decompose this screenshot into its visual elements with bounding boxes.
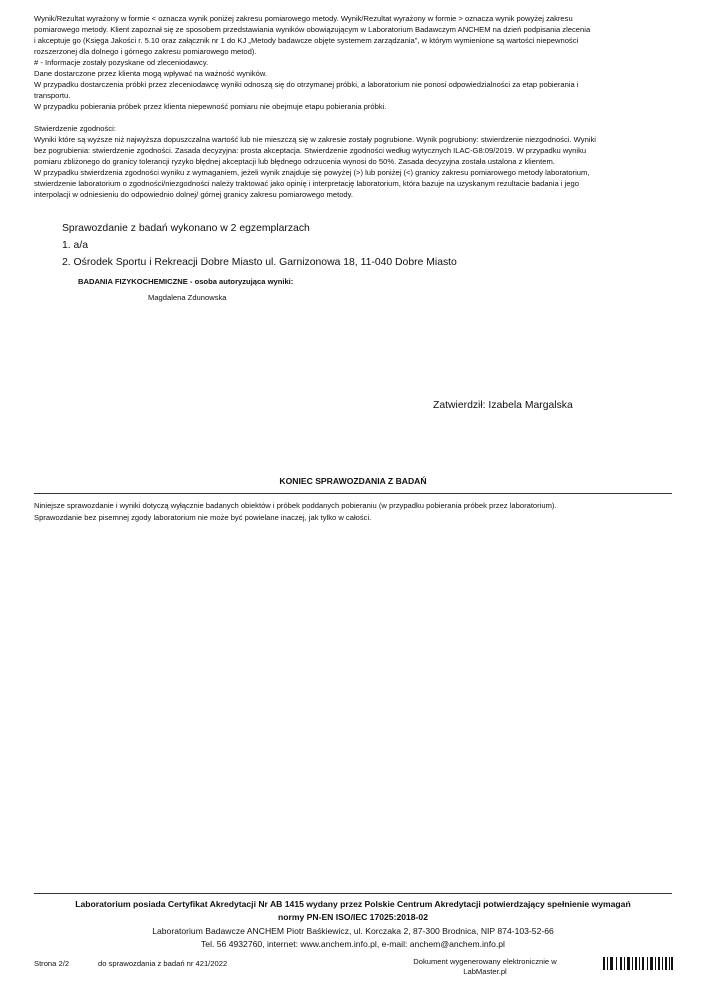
conformity-line: pomiaru zbliżonego do granicy tolerancji ryzyko błędnej akceptacji lub błędnego odrzucenia wynosi do 50%. Zasada decyzyjna została ustalona z klientem. (34, 157, 555, 166)
approved-by: Zatwierdził: Izabela Margalska (433, 400, 573, 411)
divider (34, 493, 672, 494)
note-line: transportu. (34, 91, 71, 100)
conformity-line: bez pogrubienia: stwierdzenie zgodności. Zasada decyzyjna: prosta akceptacja. Stwierdzenie zgodności według wytycznych ILAC-G8:09/2019. W przypadku wyniku (34, 146, 587, 155)
copies-section (62, 220, 662, 271)
note-line: Wynik/Rezultat wyrażony w formie < oznacza wynik poniżej zakresu pomiarowego metody. Wynik/Rezultat wyrażony w formie > oznacza wynik powyżej zakresu (34, 14, 573, 23)
note-line: # - Informacje zostały pozyskane od zleceniodawcy. (34, 58, 209, 67)
lab-address: Laboratorium Badawcze ANCHEM Piotr Baśkiewicz, ul. Korczaka 2, 87-300 Brodnica, NIP 874-103-52-66 (152, 926, 554, 936)
report-number: do sprawozdania z badań nr 421/2022 (98, 959, 228, 968)
lab-contact: Tel. 56 4932760, internet: www.anchem.info.pl, e-mail: anchem@anchem.info.pl (201, 939, 505, 949)
disclaimer-line: Sprawozdanie bez pisemnej zgody laboratorium nie może być powielane inaczej, jak tylko w całości. (34, 513, 372, 522)
disclaimer-line: Niniejsze sprawozdanie i wyniki dotyczą wyłącznie badanych obiektów i próbek poddanych pobieraniu (w przypadku pobierania próbek przez laboratorium). (34, 501, 557, 510)
conformity-line: interpolacji w odniesieniu do odpowiednio dolnej/ górnej granicy zakresu pomiarowego metody. (34, 190, 353, 199)
conformity-line: Wyniki które są wyższe niż najwyższa dopuszczalna wartość lub nie mieszczą się w zakresie zostały pogrubione. Wynik pogrubiony: stwierdzenie niezgodności. Wyniki (34, 135, 596, 144)
spacer (34, 112, 674, 123)
barcode (603, 957, 673, 970)
accreditation-line: normy PN-EN ISO/IEC 17025:2018-02 (278, 912, 428, 922)
note-line: W przypadku dostarczenia próbki przez zleceniodawcę wyniki odnoszą się do otrzymanej próbki, a laboratorium nie ponosi odpowiedzialności za etap pobierania i (34, 80, 579, 89)
copy-item: 1. a/a (62, 240, 88, 251)
end-of-report-title: KONIEC SPRAWOZDANIA Z BADAŃ (279, 476, 427, 486)
result-notes (34, 13, 674, 200)
generated-note (400, 957, 570, 977)
conformity-line: stwierdzenie laboratorium o zgodności/niezgodności należy traktować jako opinię i interpretację laboratorium, która bazuje na uzyskanym rezultacie badania i jego (34, 179, 579, 188)
conformity-line: W przypadku stwierdzenia zgodności wyniku z wymaganiem, jeżeli wynik znajduje się powyżej (>) lub poniżej (<) granicy zakresu pomiarowego metody laboratorium, (34, 168, 590, 177)
footer (34, 898, 672, 950)
copy-item: 2. Ośrodek Sportu i Rekreacji Dobre Miasto ul. Garnizonowa 18, 11-040 Dobre Miasto (62, 257, 457, 268)
note-line: Dane dostarczone przez klienta mogą wpływać na ważność wyników. (34, 69, 267, 78)
note-line: rozszerzonej dla dolnego i górnego zakresu pomiarowego metod). (34, 47, 257, 56)
copies-title: Sprawozdanie z badań wykonano w 2 egzemplarzach (62, 223, 310, 234)
footer-divider (34, 893, 672, 894)
conformity-title: Stwierdzenie zgodności: (34, 124, 116, 133)
note-line: i akceptuje go (Księga Jakości r. 5.10 oraz załącznik nr 1 do KJ „Metody badawcze objęte systemem zarządzania", w którym wymienione są wartości niepewności (34, 36, 579, 45)
note-line: W przypadku pobierania próbek przez klienta niepewność pomiaru nie obejmuje etapu pobierania próbki. (34, 102, 387, 111)
page-number: Strona 2/2 (34, 959, 70, 968)
accreditation-line: Laboratorium posiada Certyfikat Akredytacji Nr AB 1415 wydany przez Polskie Centrum Akredytacji potwierdzający spełnienie wymagań (75, 899, 631, 909)
generated-line: LabMaster.pl (463, 967, 507, 976)
generated-line: Dokument wygenerowany elektronicznie w (413, 957, 557, 966)
authorizing-person: Magdalena Zdunowska (148, 293, 227, 302)
authorization-label: BADANIA FIZYKOCHEMICZNE - osoba autoryzująca wyniki: (78, 277, 294, 286)
disclaimer (34, 500, 674, 524)
note-line: pomiarowego metody. Klient zapoznał się ze sposobem przedstawiania wyników obowiązującym w Laboratorium Badawczym ANCHEM na dzień podpisania zlecenia (34, 25, 591, 34)
